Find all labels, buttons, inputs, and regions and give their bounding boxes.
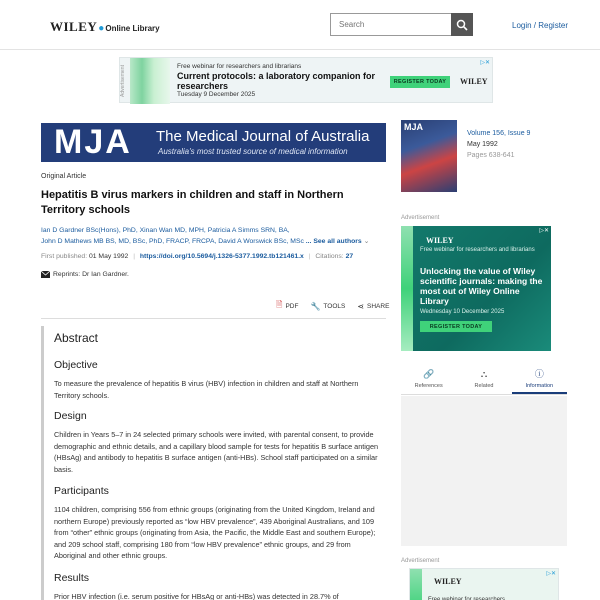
site-header xyxy=(0,0,600,50)
share-label: SHARE xyxy=(367,302,390,310)
ad-brand: WILEY xyxy=(460,77,488,86)
ad-register-button[interactable]: REGISTER TODAY xyxy=(390,76,450,88)
objective-text: To measure the prevalence of hepatitis B virus (HBV) infection in children and staff at Northern Territory schools. xyxy=(54,379,359,400)
tools-button[interactable] xyxy=(310,299,345,313)
mail-icon xyxy=(41,271,50,278)
first-published-date: 01 May 1992 xyxy=(88,253,129,260)
advertisement-label: Advertisement xyxy=(120,65,126,97)
logo-dot-icon: ● xyxy=(98,23,105,34)
sidebar-advertisement-2[interactable] xyxy=(409,568,559,600)
ad-choices-icon[interactable]: ▷✕ xyxy=(539,228,549,234)
meta-separator: | xyxy=(308,253,311,260)
sidebar-ad2-brand: WILEY xyxy=(434,577,462,586)
wrench-icon: 🔧 xyxy=(310,301,321,311)
issue-date: May 1992 xyxy=(467,141,498,148)
sidebar-ad-register-button[interactable]: REGISTER TODAY xyxy=(420,321,492,332)
tab-references[interactable] xyxy=(401,363,456,394)
objective-heading: Objective xyxy=(54,359,98,371)
tab-information[interactable] xyxy=(512,363,567,394)
network-icon: ⛬ xyxy=(480,368,488,379)
journal-banner[interactable] xyxy=(41,123,386,162)
abstract-section xyxy=(41,326,386,600)
ad-choices-icon[interactable]: ▷✕ xyxy=(546,571,556,577)
top-advertisement[interactable] xyxy=(119,57,493,103)
cover-abbr: MJA xyxy=(404,122,424,132)
sidebar-ad-brand: WILEY xyxy=(426,236,454,245)
first-published-label: First published: xyxy=(41,253,88,260)
sidebar-ad-date: Wednesday 10 December 2025 xyxy=(420,309,505,315)
citations-count-link[interactable]: 27 xyxy=(345,253,354,260)
journal-name: The Medical Journal of Australia xyxy=(156,128,370,145)
ad-stripe xyxy=(410,569,422,600)
tab-related-label: Related xyxy=(474,382,494,389)
login-register-link[interactable]: Login / Register xyxy=(512,21,569,30)
link-icon: 🔗 xyxy=(423,368,435,379)
article-tools xyxy=(276,299,401,313)
article-type: Original Article xyxy=(41,173,87,180)
ad-line1: Free webinar for researchers and librarians xyxy=(177,63,302,70)
design-heading: Design xyxy=(54,410,87,422)
sidebar-tabs xyxy=(401,363,567,395)
authors-line1[interactable]: Ian D Gardner BSc(Hons), PhD, Xinan Wan MD, MPH, Patricia A Simms SRN, BA, xyxy=(41,227,290,234)
search-button[interactable] xyxy=(451,13,473,36)
participants-text: 1104 children, comprising 556 from ethnic groups (originating from the United Kingdom, Ireland and northern Europe) previously reported as “low HBV prevalence”, 439 Aboriginal Australians, and 109 from “other” ethnic groups (originating from Asia, the Pacific, the Middle East and southern Europe); and 209 school staff, comprising 180 from “low HBV prevalence” ethnic groups, and 29 from Aboriginal and other ethnic groups. xyxy=(54,505,376,561)
share-icon: ⋖ xyxy=(357,301,365,311)
tools-label: TOOLS xyxy=(323,302,346,310)
volume-issue-link[interactable]: Volume 156, Issue 9 xyxy=(467,130,531,137)
ad-stripe xyxy=(130,58,170,104)
search-icon xyxy=(456,19,468,31)
sidebar-ad2-line1: Free webinar for researchers xyxy=(428,597,506,600)
pdf-icon: 🗎 xyxy=(276,300,283,309)
results-heading: Results xyxy=(54,572,90,584)
pdf-button[interactable] xyxy=(276,299,298,313)
search-bar xyxy=(330,13,473,36)
author-list xyxy=(41,225,386,247)
authors-line2-row xyxy=(41,236,386,247)
information-panel xyxy=(401,396,567,546)
ad-stripe xyxy=(401,226,413,351)
sidebar-ad-line1: Free webinar for researchers and librarians xyxy=(420,247,535,253)
journal-abbr: MJA xyxy=(54,123,132,161)
see-all-authors-link[interactable]: ... See all authors xyxy=(305,238,362,245)
issue-pages: Pages 638-641 xyxy=(467,152,515,159)
ad-choices-icon[interactable]: ▷✕ xyxy=(480,60,490,66)
ad-headline: Current protocols: a laboratory companion for researchers xyxy=(177,71,376,91)
tab-related[interactable] xyxy=(456,363,511,394)
sidebar-advertisement[interactable] xyxy=(401,226,551,351)
sidebar-ad-headline: Unlocking the value of Wiley scientific journals: making the most out of Wiley Online Library xyxy=(420,266,543,306)
sidebar-ad-label: Advertisement xyxy=(401,215,440,221)
share-button[interactable] xyxy=(357,299,389,313)
authors-line2[interactable]: John D Mathews MB BS, MD, BSc, PhD, FRACP, FRCPA, David A Worswick BSc, MSc xyxy=(41,238,304,245)
reprints xyxy=(41,271,129,278)
issue-info xyxy=(467,128,530,161)
design-text: Children in Years 5–7 in 24 selected primary schools were invited, with parental consent, to provide demographic and ethnic details, and a capillary blood sample for tests for hepatitis B surface antigen (HBsAg) and antibody to hepatitis B surface antigen (anti-HBs). School staff participated on a similar basis. xyxy=(54,430,379,474)
article-title: Hepatitis B virus markers in children and staff in Northern Territory schools xyxy=(41,189,344,216)
journal-cover[interactable] xyxy=(401,120,457,192)
wiley-logo[interactable] xyxy=(50,19,160,35)
divider xyxy=(41,318,386,319)
info-icon: ⓘ xyxy=(534,368,544,379)
tab-references-label: References xyxy=(414,382,443,389)
chevron-down-icon[interactable]: ⌄ xyxy=(363,238,370,245)
doi-link[interactable]: https://doi.org/10.5694/j.1326-5377.1992.tb121461.x xyxy=(139,253,304,260)
meta-separator: | xyxy=(133,253,135,260)
ad-date: Tuesday 9 December 2025 xyxy=(177,91,256,98)
tab-information-label: Information xyxy=(525,382,554,389)
participants-heading: Participants xyxy=(54,485,109,497)
article-meta xyxy=(41,253,386,260)
logo-online-library-text: Online Library xyxy=(105,24,160,33)
pdf-label: PDF xyxy=(285,302,299,310)
search-input[interactable] xyxy=(330,13,451,36)
results-text: Prior HBV infection (i.e. serum positive for HBsAg or anti-HBs) was detected in 28.7% of xyxy=(54,592,339,600)
sidebar-ad2-label: Advertisement xyxy=(401,558,440,564)
citations-label: Citations: xyxy=(315,253,344,260)
journal-tagline: Australia's most trusted source of medical information xyxy=(158,147,348,156)
abstract-heading: Abstract xyxy=(54,331,99,345)
reprints-text: Reprints: Dr Ian Gardner. xyxy=(53,271,129,278)
logo-wiley-text: WILEY xyxy=(50,19,98,34)
